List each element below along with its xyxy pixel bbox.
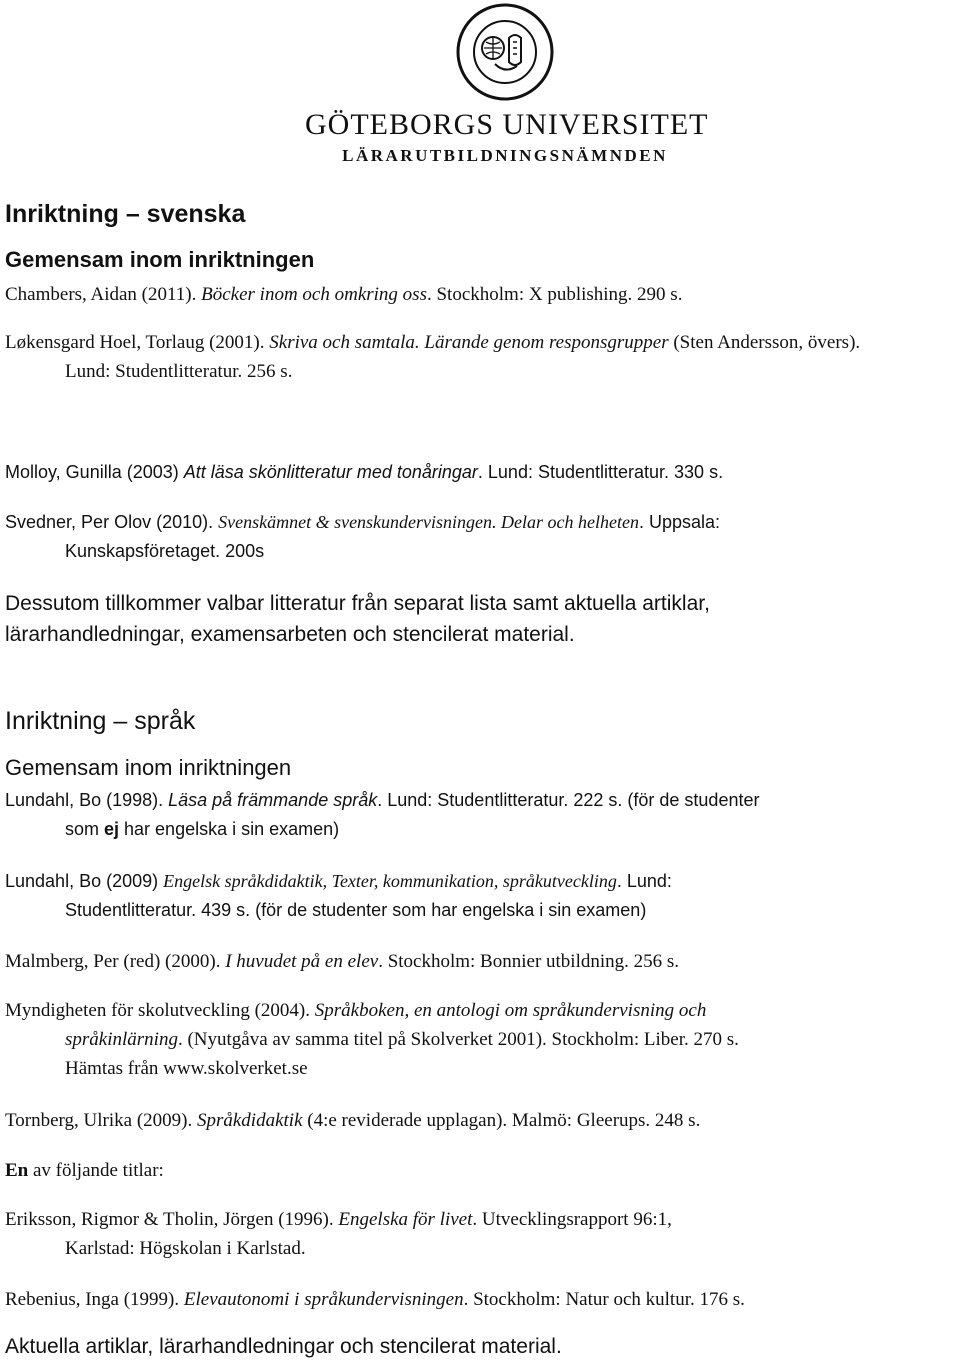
extra-literature-note: Dessutom tillkommer valbar litteratur från separat lista samt aktuella artiklar, lärarhandledningar, examensarbeten och stencilerat material.: [5, 592, 710, 646]
reference-item: Tornberg, Ulrika (2009). Språkdidaktik (4:e reviderade upplagan). Malmö: Gleerups. 248 s.: [5, 1110, 701, 1131]
reference-item: Svedner, Per Olov (2010). Svenskämnet & svenskundervisningen. Delar och helheten. Uppsala: Kunskapsföretaget. 200s: [5, 512, 721, 561]
reference-item: Eriksson, Rigmor & Tholin, Jörgen (1996). Engelska för livet. Utvecklingsrapport 96:1, Karlstad: Högskolan i Karlstad.: [5, 1209, 672, 1259]
university-seal-icon: [455, 2, 555, 102]
section-sprak-title: Inriktning – språk: [5, 707, 196, 735]
reference-item: Rebenius, Inga (1999). Elevautonomi i språkundervisningen. Stockholm: Natur och kultur. 176 s.: [5, 1289, 745, 1310]
reference-item: Molloy, Gunilla (2003) Att läsa skönlitteratur med tonåringar. Lund: Studentlitteratur. 330 s.: [5, 462, 724, 482]
section-sprak-subtitle: Gemensam inom inriktningen: [5, 755, 292, 780]
university-name: GÖTEBORGS UNIVERSITET: [305, 108, 709, 141]
reference-item: Løkensgard Hoel, Torlaug (2001). Skriva och samtala. Lärande genom responsgrupper (Sten Andersson, övers). Lund: Studentlitteratur. 256 s.: [5, 332, 861, 382]
board-name: LÄRARUTBILDNINGSNÄMNDEN: [342, 146, 668, 165]
choice-heading: En av följande titlar:: [5, 1160, 164, 1181]
section-svenska-title: Inriktning – svenska: [5, 200, 246, 228]
reference-item: Lundahl, Bo (1998). Läsa på främmande språk. Lund: Studentlitteratur. 222 s. (för de studenter som ej har engelska i sin examen): [5, 790, 760, 839]
reference-item: Malmberg, Per (red) (2000). I huvudet på en elev. Stockholm: Bonnier utbildning. 256 s.: [5, 951, 680, 972]
reference-item: Chambers, Aidan (2011). Böcker inom och omkring oss. Stockholm: X publishing. 290 s.: [5, 284, 683, 305]
current-articles-note: Aktuella artiklar, lärarhandledningar och stencilerat material.: [5, 1335, 562, 1358]
reference-item: Lundahl, Bo (2009) Engelsk språkdidaktik, Texter, kommunikation, språkutveckling. Lund: Studentlitteratur. 439 s. (för de studenter som har engelska i sin examen): [5, 871, 672, 920]
section-svenska-subtitle: Gemensam inom inriktningen: [5, 247, 315, 272]
reference-item: Myndigheten för skolutveckling (2004). Språkboken, en antologi om språkundervisning och språkinlärning. (Nyutgåva av samma titel på Skolverket 2001). Stockholm: Liber. 270 s. Hämtas från www.skolverket.se: [5, 1000, 739, 1079]
